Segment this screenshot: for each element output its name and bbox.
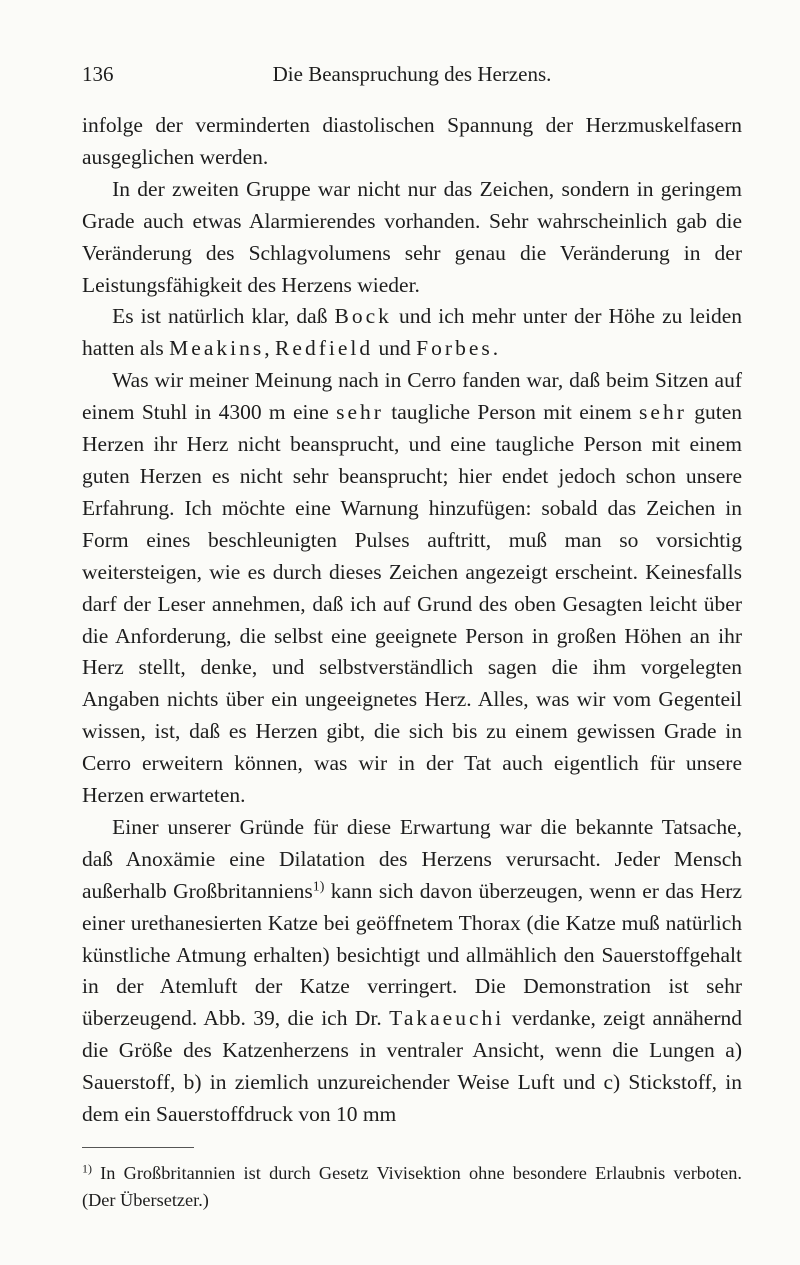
paragraph-1: infolge der verminderten diastolischen Spannung der Herzmuskelfasern ausgeglichen werden. xyxy=(82,113,742,169)
footnote-divider xyxy=(82,1147,194,1148)
paragraph-4 xyxy=(82,365,742,812)
book-page xyxy=(82,62,742,1214)
emphasis-sehr-2: sehr xyxy=(639,400,687,425)
footnote-reference[interactable]: 1) xyxy=(312,879,325,895)
paragraph-3-text-b: und ich mehr unter der Höhe zu leiden hatten als xyxy=(82,304,742,361)
footnote-mark: 1) xyxy=(82,1161,92,1176)
footnote xyxy=(82,1160,742,1214)
page-number: 136 xyxy=(82,62,114,86)
paragraph-5 xyxy=(82,812,742,1131)
paragraph-3-text-c: , xyxy=(264,336,276,361)
paragraph-3-text-d: und xyxy=(373,336,417,361)
running-title: Die Beanspruchung des Herzens. xyxy=(272,62,552,86)
paragraph-4-text-b: taugliche Person mit einem xyxy=(383,400,640,425)
paragraph-3 xyxy=(82,301,742,365)
paragraph-3-text-a: Es ist natürlich klar, daß xyxy=(112,304,335,329)
author-name-meakins: Meakins xyxy=(169,336,265,361)
paragraph-2: In der zweiten Gruppe war nicht nur das Zeichen, sondern in geringem Grade auch etwas Alarmierendes vorhanden. Sehr wahrscheinlich gab die Veränderung des Schlagvolumens sehr genau die Veränderung in der Leistungsfähigkeit des Herzens wieder. xyxy=(82,176,742,297)
author-name-takaeuchi: Takaeuchi xyxy=(389,1006,505,1031)
paragraph-4-text-c: guten Herzen ihr Herz nicht beansprucht, und eine taugliche Person mit einem guten Herzen es nicht sehr beansprucht; hier endet jedoch schon unsere Erfahrung. Ich möchte eine Warnung hinzufügen: sobald das Zeichen in Form eines beschleunigten Pulses auftritt, muß man so vorsichtig weitersteigen, wie es durch dieses Zeichen angezeigt erscheint. Keinesfalls darf der Leser annehmen, daß ich auf Grund des oben Gesagten leicht über die Anforderung, die selbst eine geeignete Person in großen Höhen an ihr Herz stellt, denke, und selbstverständlich sagen die ihm vorgelegten Angaben nichts über ein ungeeignetes Herz. Alles, was wir vom Gegenteil wissen, ist, daß es Herzen gibt, die sich bis zu einem gewissen Grade in Cerro erweitern können, was wir in der Tat auch eigentlich für unsere Herzen erwarteten. xyxy=(82,400,742,808)
paragraph-5-text-a: Einer unserer Gründe für diese Erwartung war die bekannte Tatsache, daß Anoxämie eine Dilatation des Herzens verursacht. Jeder Mensch außerhalb Großbritanniens xyxy=(82,814,742,903)
paragraph-5-text-b: kann sich davon überzeugen, wenn er das Herz einer urethanesierten Katze bei geöffnetem Thorax (die Katze muß natürlich künstliche Atmung erhalten) besichtigt und allmählich den Sauerstoffgehalt in der Atemluft der Katze verringert. Die Demonstration ist sehr überzeugend. Abb. 39, die ich Dr. xyxy=(82,878,742,1031)
body-text xyxy=(82,110,742,1131)
author-name-bock: Bock xyxy=(334,304,392,329)
footnote-text: In Großbritannien ist durch Gesetz Vivisektion ohne besondere Erlaubnis verboten. (Der Übersetzer.) xyxy=(82,1163,742,1210)
author-name-redfield: Redfield xyxy=(275,336,374,361)
paragraph-4-text-a: Was wir meiner Meinung nach in Cerro fanden war, daß beim Sitzen auf einem Stuhl in 4300 m eine xyxy=(82,368,742,425)
emphasis-sehr-1: sehr xyxy=(336,400,384,425)
paragraph-5-text-c: verdanke, zeigt annähernd die Größe des Katzenherzens in ventraler Ansicht, wenn die Lungen a) Sauerstoff, b) in ziemlich unzureichender Weise Luft und c) Stickstoff, in dem ein Sauerstoffdruck von 10 mm xyxy=(82,1006,743,1127)
author-name-forbes: Forbes xyxy=(416,336,493,361)
running-head xyxy=(82,62,742,96)
paragraph-3-text-e: . xyxy=(492,336,499,361)
